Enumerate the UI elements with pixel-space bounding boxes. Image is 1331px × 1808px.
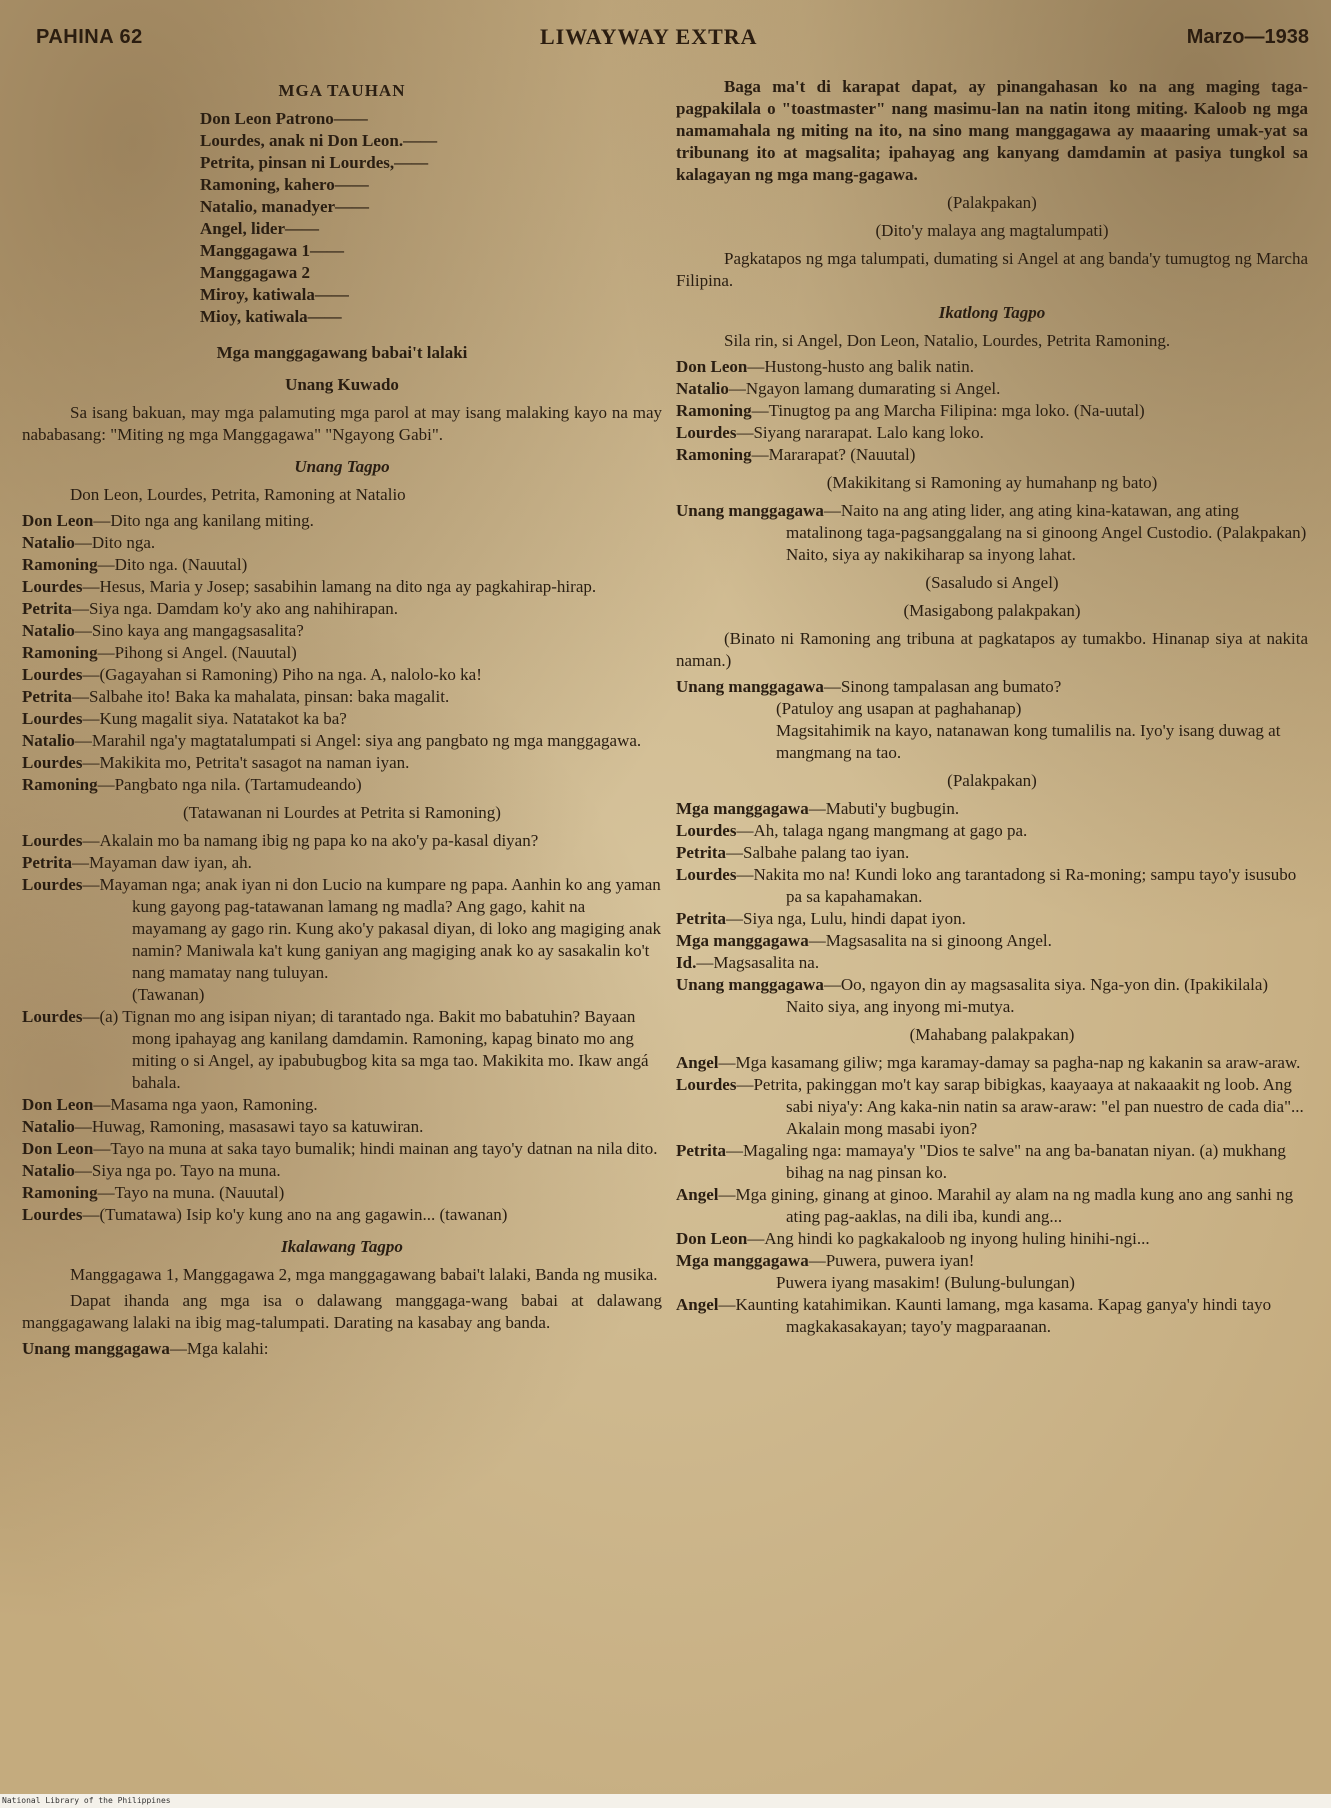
dialogue-line [22, 1006, 662, 1094]
cast-member: Manggagawa 1—— [200, 241, 345, 260]
line-text: —Hesus, Maria y Josep; sasabihin lamang na dito nga ay pagkahirap-hirap. [82, 577, 597, 596]
speaker: Lourdes [22, 1205, 83, 1224]
line-text: —Mayaman daw iyan, ah. [72, 853, 252, 872]
speaker: Ramoning [22, 643, 98, 662]
dialogue-line [676, 952, 1308, 974]
line-text: —Kung magalit siya. Natatakot ka ba? [82, 709, 347, 728]
line-text: —Pihong si Angel. (Nauutal) [97, 643, 297, 662]
stage-direction: (Masigabong palakpakan) [903, 601, 1081, 620]
after-speech-paragraph: Pagkatapos ng mga talumpati, dumating si Angel at ang banda'y tumugtog ng Marcha Filipina. [676, 249, 1308, 290]
cast-list [200, 108, 662, 328]
dialogue-line [22, 752, 662, 774]
speaker: Lourdes [22, 577, 83, 596]
line-text: —Magsasalita na si ginoong Angel. [808, 931, 1052, 950]
stage-direction: (Makikitang si Ramoning ay humahanp ng bato) [826, 473, 1158, 492]
dialogue-line [676, 798, 1308, 820]
dialogue-block [22, 510, 662, 796]
stage-direction: (Palakpakan) [947, 771, 1037, 790]
act-title: Unang Kuwado [285, 375, 399, 394]
line-text: —Akalain mo ba namang ibig ng papa ko na ako'y pa-kasal diyan? [82, 831, 539, 850]
crowd-line: Mga manggagawang babai't lalaki [216, 343, 468, 362]
setting-paragraph: Sa isang bakuan, may mga palamuting mga parol at may isang malaking kayo na may nababasang: "Miting ng mga Manggagawa" "Ngayong Gabi". [22, 403, 662, 444]
stage-direction: (Mahabang palakpakan) [909, 1025, 1075, 1044]
stage-direction: (Binato ni Ramoning ang tribuna at pagkatapos ay tumakbo. Hinanap siya at nakita naman.) [676, 629, 1308, 670]
speaker: Don Leon [22, 1095, 94, 1114]
line-text: —Makikita mo, Petrita't sasagot na naman iyan. [82, 753, 410, 772]
dialogue-line [22, 1160, 662, 1182]
line-text: —Dito nga. (Nauutal) [97, 555, 248, 574]
line-text: —Mga gining, ginang at ginoo. Marahil ay alam na ng madla kung ano ang sanhi ng ating pag-aaklas, na dili iba, kundi ang... [718, 1185, 1294, 1226]
speaker: Don Leon [676, 1229, 748, 1248]
line-text: —Pangbato nga nila. (Tartamudeando) [97, 775, 362, 794]
line-text: —Petrita, pakinggan mo't kay sarap bibigkas, kaayaaya at nakaaakit ng loob. Ang sabi niya'y: Ang kaka-nin natin sa araw-araw: "el pan nuestro de cada dia"... Akalain mong masabi iyon? [736, 1075, 1304, 1138]
dialogue-line [676, 500, 1308, 566]
cast-member: Mioy, katiwala—— [200, 307, 342, 326]
speaker: Petrita [676, 843, 727, 862]
speaker: Unang manggagawa [676, 677, 824, 696]
dialogue-line [22, 620, 662, 642]
dialogue-line [676, 444, 1308, 466]
line-text: —Oo, ngayon din ay magsasalita siya. Nga-yon din. (Ipakikilala) Naito siya, ang inyong mi-mutya. [786, 975, 1269, 1016]
scene-3-title: Ikatlong Tagpo [938, 303, 1046, 322]
line-text: —Sinong tampalasan ang bumato? [823, 677, 1062, 696]
dialogue-line [676, 842, 1308, 864]
dialogue-line [22, 1116, 662, 1138]
scene-3-cast: Sila rin, si Angel, Don Leon, Natalio, Lourdes, Petrita Ramoning. [724, 331, 1171, 350]
line-text: —Magaling nga: mamaya'y "Dios te salve" na ang ba-banatan niyan. (a) mukhang bihag na nag pinsan ko. [726, 1141, 1286, 1182]
line-text: —Magsasalita na. [696, 953, 820, 972]
library-credit: National Library of the Philippines [0, 1794, 1331, 1808]
speaker: Lourdes [676, 821, 737, 840]
stage-direction: (Patuloy ang usapan at paghahanap) [776, 699, 1022, 718]
dialogue-line [22, 1182, 662, 1204]
speaker: Ramoning [22, 1183, 98, 1202]
speaker: Petrita [22, 853, 73, 872]
line-text: —Salbahe ito! Baka ka mahalata, pinsan: baka magalit. [72, 687, 450, 706]
line-text: —Masama nga yaon, Ramoning. [93, 1095, 318, 1114]
issue-date: Marzo—1938 [1186, 26, 1309, 48]
cast-member: Manggagawa 2 [200, 263, 311, 282]
dialogue-line [676, 422, 1308, 444]
speaker: Lourdes [22, 753, 83, 772]
dialogue-block [676, 356, 1308, 466]
cast-member: Don Leon Patrono—— [200, 109, 368, 128]
line-text: —Mayaman nga; anak iyan ni don Lucio na kumpare ng papa. Aanhin ko ang yaman kung gayong pag-tatawanan lamang ng madla? Ang gago, kahit na mayamang ay gago rin. Kung ako'y pakasal diyan, di loko ang magiging anak namin? Maniwala ka't kung ganiyan ang magiging anak ko ay sasakalin ko't nang mamatay nang tuluyan. [82, 875, 661, 982]
cast-title: MGA TAUHAN [278, 81, 406, 100]
stage-direction: (Sasaludo si Angel) [925, 573, 1059, 592]
line-text: —Hustong-husto ang balik natin. [747, 357, 974, 376]
cast-member: Natalio, manadyer—— [200, 197, 370, 216]
speaker: Lourdes [676, 423, 737, 442]
dialogue-line [22, 1338, 662, 1360]
speaker: Don Leon [22, 511, 94, 530]
line-text: —Ang hindi ko pagkakaloob ng inyong huling hinihi-ngi... [747, 1229, 1150, 1248]
dialogue-line [676, 974, 1308, 1018]
cast-member: Ramoning, kahero—— [200, 175, 369, 194]
page-header [0, 22, 1331, 56]
dialogue-line [676, 1294, 1308, 1338]
speaker: Natalio [22, 533, 75, 552]
speaker: Lourdes [22, 875, 83, 894]
speaker: Petrita [676, 909, 727, 928]
line-text: —Ngayon lamang dumarating si Angel. [728, 379, 1001, 398]
stage-direction: Puwera iyang masakim! (Bulung-bulungan) [776, 1273, 1075, 1292]
dialogue-line [676, 1184, 1308, 1228]
line-text: —(Gagayahan si Ramoning) Piho na nga. A, nalolo-ko ka! [82, 665, 482, 684]
line-text: —Siya nga, Lulu, hindi dapat iyon. [726, 909, 966, 928]
line-text: —Siya nga. Damdam ko'y ako ang nahihirapan. [72, 599, 399, 618]
dialogue-line [22, 730, 662, 752]
speaker: Angel [676, 1295, 719, 1314]
speaker: Petrita [22, 687, 73, 706]
dialogue-line [676, 676, 1308, 698]
speaker: Unang manggagawa [676, 975, 824, 994]
line-text: —Sino kaya ang mangagsasalita? [74, 621, 304, 640]
scene-2-cast: Manggagawa 1, Manggagawa 2, mga manggagawang babai't lalaki, Banda ng musika. [70, 1265, 658, 1284]
dialogue-line [676, 400, 1308, 422]
line-text: —Dito nga. [74, 533, 156, 552]
speaker: Mga manggagawa [676, 931, 809, 950]
line-text: —(a) Tignan mo ang isipan niyan; di tarantado nga. Bakit mo babatuhin? Bayaan mong ipahayag ang kanilang damdamin. Ramoning, kapag binato mo ang miting o si Angel, ay ipabubugbog kita sa mga tao. Makikita mo. Ikaw angá bahala. [82, 1007, 649, 1092]
dialogue-line [22, 1138, 662, 1160]
dialogue-line [22, 852, 662, 874]
speaker: Natalio [22, 731, 75, 750]
scene-1-title: Unang Tagpo [294, 457, 390, 476]
dialogue-line [676, 378, 1308, 400]
speaker: Natalio [22, 621, 75, 640]
speaker: Ramoning [22, 775, 98, 794]
dialogue-line [22, 642, 662, 664]
dialogue-block [676, 1294, 1308, 1338]
line-text: —Mga kasamang giliw; mga karamay-damay sa pagha-nap ng kakanin sa araw-araw. [718, 1053, 1301, 1072]
dialogue-block [676, 500, 1308, 566]
page-number: PAHINA 62 [36, 26, 143, 48]
line-text: —Huwag, Ramoning, masasawi tayo sa katuwiran. [74, 1117, 424, 1136]
scene-2-title: Ikalawang Tagpo [281, 1237, 403, 1256]
line-text: —Siyang nararapat. Lalo kang loko. [736, 423, 984, 442]
dialogue-line [676, 1250, 1308, 1272]
right-column [676, 76, 1308, 1338]
dialogue-line [676, 820, 1308, 842]
stage-direction: (Tawanan) [132, 985, 205, 1004]
stage-direction: (Tatawanan ni Lourdes at Petrita si Ramoning) [183, 803, 501, 822]
line-text: —Mararapat? (Nauutal) [751, 445, 916, 464]
line-text: —Tayo na muna at saka tayo bumalik; hindi mainan ang tayo'y datnan na nila dito. [93, 1139, 658, 1158]
dialogue-line [676, 1074, 1308, 1140]
speaker: Mga manggagawa [676, 1251, 809, 1270]
speaker: Unang manggagawa [676, 501, 824, 520]
speaker: Petrita [676, 1141, 727, 1160]
stage-direction: (Dito'y malaya ang magtalumpati) [875, 221, 1109, 240]
speaker: Lourdes [22, 1007, 83, 1026]
dialogue-block [676, 1052, 1308, 1272]
dialogue-line [22, 554, 662, 576]
speaker: Don Leon [676, 357, 748, 376]
line-text: —Dito nga ang kanilang miting. [93, 511, 314, 530]
dialogue-line [22, 598, 662, 620]
line-text: —Kaunting katahimikan. Kaunti lamang, mga kasama. Kapag ganya'y hindi tayo magkakasakayan; tayo'y magparaanan. [718, 1295, 1272, 1336]
left-column [22, 76, 662, 1360]
speaker: Lourdes [22, 709, 83, 728]
speaker: Natalio [676, 379, 729, 398]
dialogue-line [22, 1204, 662, 1226]
line-text: —Tayo na muna. (Nauutal) [97, 1183, 285, 1202]
speaker: Natalio [22, 1117, 75, 1136]
dialogue-line [22, 686, 662, 708]
publication-title: LIWAYWAY EXTRA [540, 24, 758, 49]
dialogue-line [22, 576, 662, 598]
dialogue-line [676, 930, 1308, 952]
speaker: Don Leon [22, 1139, 94, 1158]
dialogue-line [22, 774, 662, 796]
dialogue-line [676, 1140, 1308, 1184]
speaker: Lourdes [676, 865, 737, 884]
line-text: —Salbahe palang tao iyan. [726, 843, 910, 862]
continued-speech: Magsitahimik na kayo, natanawan kong tumalilis na. Iyo'y isang duwag at mangmang na tao. [776, 721, 1281, 762]
scene-1-cast: Don Leon, Lourdes, Petrita, Ramoning at Natalio [70, 485, 406, 504]
speaker: Ramoning [676, 401, 752, 420]
dialogue-line [22, 1094, 662, 1116]
speaker: Ramoning [676, 445, 752, 464]
speaker: Ramoning [22, 555, 98, 574]
stage-direction: (Palakpakan) [947, 193, 1037, 212]
speaker: Angel [676, 1053, 719, 1072]
line-text: —Tinugtog pa ang Marcha Filipina: mga loko. (Na-uutal) [751, 401, 1145, 420]
cast-member: Lourdes, anak ni Don Leon.—— [200, 131, 438, 150]
cast-member: Petrita, pinsan ni Lourdes,—— [200, 153, 429, 172]
dialogue-block [676, 676, 1308, 698]
line-text: —Naito na ang ating lider, ang ating kina-katawan, ang ating matalinong taga-pagsanggalang na si ginoong Angel Custodio. (Palakpakan) Naito, siya ay nakikiharap sa inyong lahat. [786, 501, 1307, 564]
speaker: Lourdes [22, 831, 83, 850]
intro-paragraph: Baga ma't di karapat dapat, ay pinangahasan ko na ang maging taga-pagpakilala o "toastmaster" nang masimu-lan na natin itong miting. Kaloob ng mga namamahala ng miting na ito, na sino mang manggagawa ay maaaring umak-yat sa tribunang ito at magsalita; ipahayag ang kanyang damdamin at pasiya tungkol sa kalagayan ng mga mang-gagawa. [676, 77, 1308, 184]
line-text: —Mabuti'y bugbugin. [808, 799, 960, 818]
speaker: Lourdes [676, 1075, 737, 1094]
cast-member: Angel, lider—— [200, 219, 319, 238]
speaker: Angel [676, 1185, 719, 1204]
dialogue-line [22, 664, 662, 686]
dialogue-line [22, 708, 662, 730]
dialogue-block [22, 830, 662, 984]
dialogue-block [22, 1006, 662, 1226]
line-text: —Siya nga po. Tayo na muna. [74, 1161, 281, 1180]
dialogue-line [676, 908, 1308, 930]
speaker: Id. [676, 953, 697, 972]
dialogue-line [676, 864, 1308, 908]
dialogue-line [676, 356, 1308, 378]
line-text: —Puwera, puwera iyan! [808, 1251, 975, 1270]
dialogue-line [22, 830, 662, 852]
dialogue-line [22, 510, 662, 532]
speaker: Unang manggagawa [22, 1339, 170, 1358]
dialogue-line [22, 532, 662, 554]
speaker: Mga manggagawa [676, 799, 809, 818]
scene-2-text: Dapat ihanda ang mga isa o dalawang manggaga-wang babai at dalawang manggagawang lalaki na ibig mag-talumpati. Darating na kasabay ang banda. [22, 1291, 662, 1332]
speaker: Petrita [22, 599, 73, 618]
line-text: —Mga kalahi: [169, 1339, 269, 1358]
dialogue-line [22, 874, 662, 984]
line-text: —Marahil nga'y magtatalumpati si Angel: siya ang pangbato ng mga manggagawa. [74, 731, 642, 750]
dialogue-line [676, 1228, 1308, 1250]
speaker: Natalio [22, 1161, 75, 1180]
dialogue-block [676, 798, 1308, 1018]
line-text: —Nakita mo na! Kundi loko ang tarantadong si Ra-moning; sampu tayo'y isusubo pa sa kapahamakan. [736, 865, 1297, 906]
speaker: Lourdes [22, 665, 83, 684]
line-text: —Ah, talaga ngang mangmang at gago pa. [736, 821, 1028, 840]
cast-member: Miroy, katiwala—— [200, 285, 349, 304]
line-text: —(Tumatawa) Isip ko'y kung ano na ang gagawin... (tawanan) [82, 1205, 508, 1224]
dialogue-line [676, 1052, 1308, 1074]
